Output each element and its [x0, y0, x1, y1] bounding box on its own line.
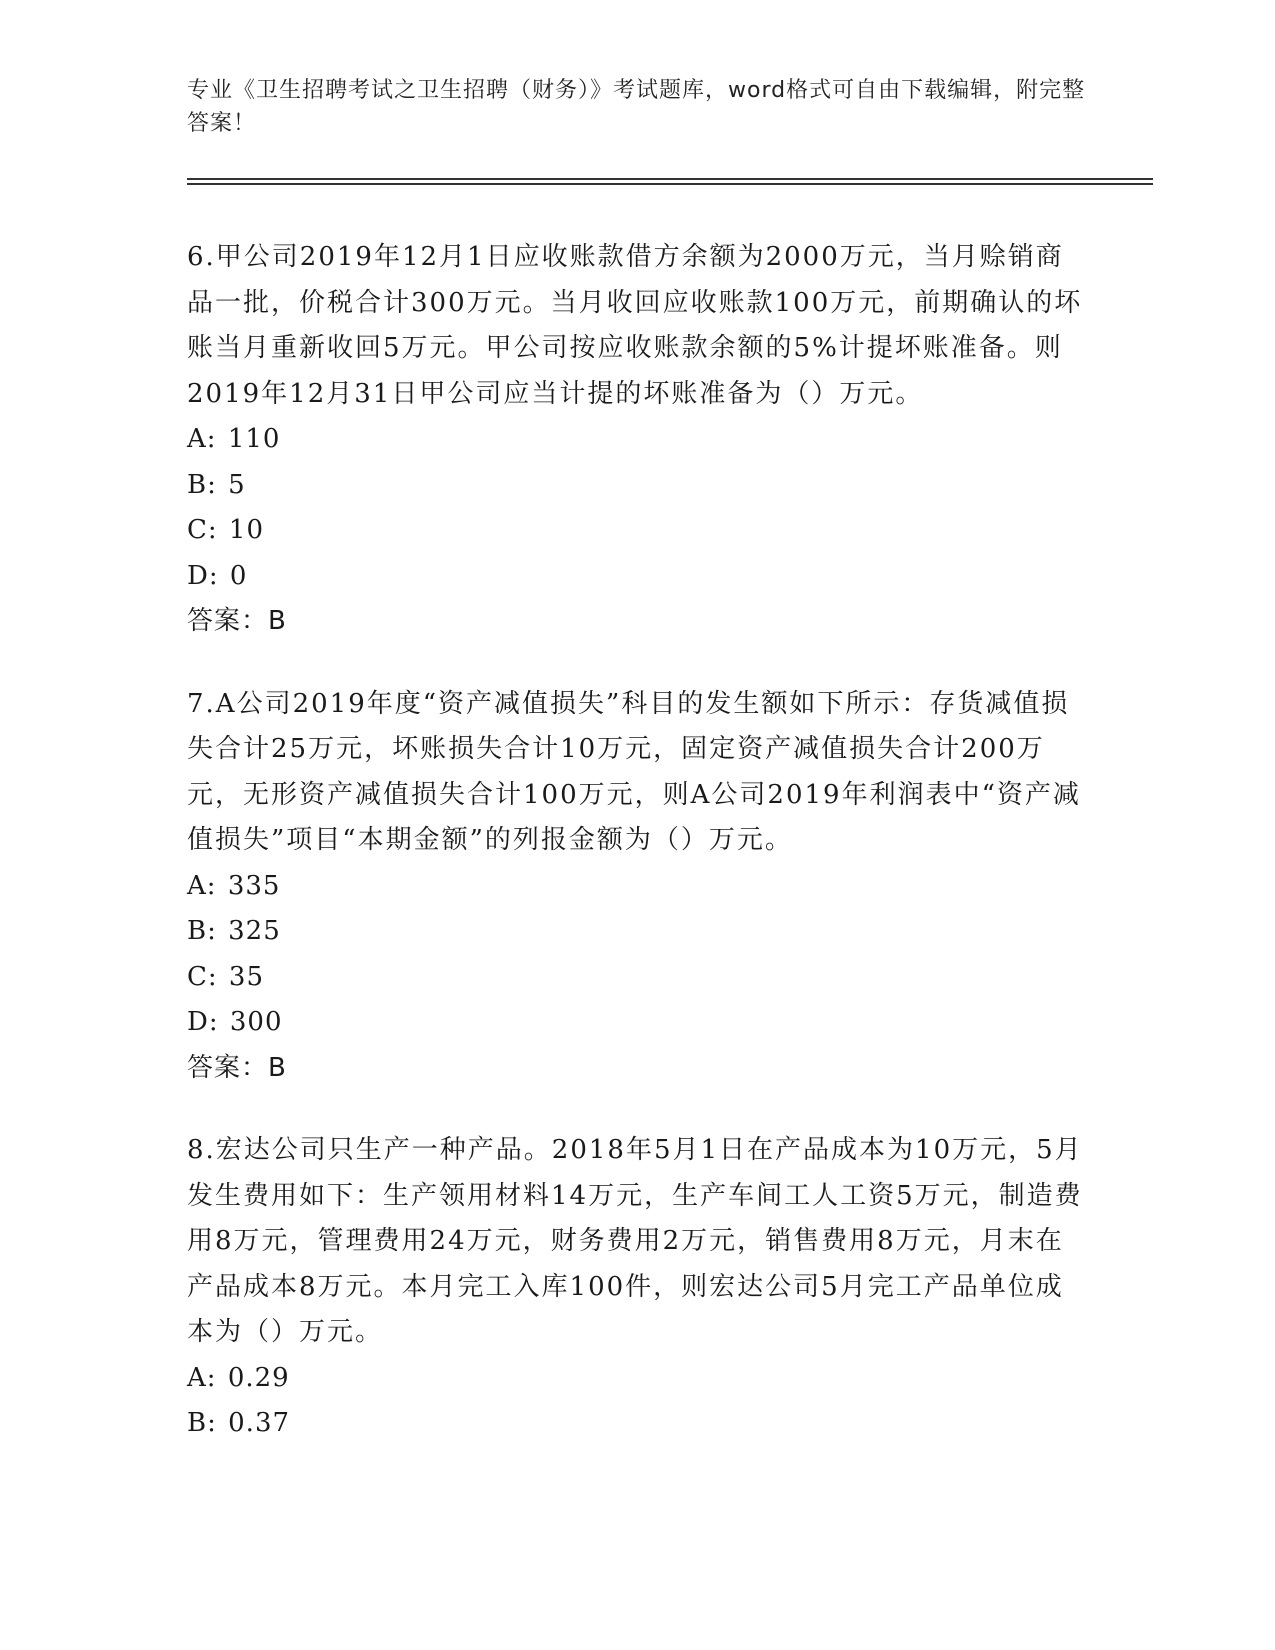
option-value: 0.29 — [227, 1362, 290, 1393]
option-letter: C: — [187, 961, 218, 992]
option-letter: A: — [187, 870, 217, 901]
question-6 — [187, 235, 1087, 645]
answer-line: 答案：B — [187, 1052, 287, 1083]
option-value: 0.37 — [228, 1408, 291, 1438]
option-a — [187, 1356, 1087, 1402]
option-value: 35 — [228, 961, 265, 992]
option-a — [187, 864, 1087, 910]
option-d — [187, 554, 1087, 600]
option-value: 300 — [229, 1007, 283, 1037]
question-stem: 8.宏达公司只生产一种产品。2018年5月1日在产品成本为10万元，5月发生费用如下：生产领用材料14万元，生产车间工人工资5万元，制造费用8万元，管理费用24万元，财务费用2万元，销售费用8万元，月末在产品成本8万元。本月完工入库100件，则宏达公司5月完工产品单位成本为（）万元。 — [187, 1135, 1083, 1347]
option-letter: A: — [187, 424, 217, 454]
option-a — [187, 417, 1087, 463]
option-letter: B: — [187, 916, 217, 946]
option-letter: D: — [187, 560, 219, 591]
option-value: 335 — [227, 870, 281, 901]
header-divider-top — [187, 178, 1153, 180]
question-list — [187, 235, 1087, 1484]
question-7 — [187, 682, 1087, 1092]
question-stem: 6.甲公司2019年12月1日应收账款借方余额为2000万元，当月赊销商品一批，价税合计300万元。当月收回应收账款100万元，前期确认的坏账当月重新收回5万元。甲公司按应收账款余额的5%计提坏账准备。则2019年12月31日甲公司应当计提的坏账准备为（）万元。 — [187, 242, 1083, 409]
option-c — [187, 955, 1087, 1001]
option-b — [187, 1401, 1087, 1447]
option-letter: C: — [187, 515, 218, 545]
document-header: 专业《卫生招聘考试之卫生招聘（财务）》考试题库，word格式可自由下载编辑，附完整答案！ — [187, 78, 1086, 136]
answer-line: 答案：B — [187, 606, 287, 636]
option-b — [187, 463, 1087, 509]
header-divider-bottom — [187, 183, 1153, 185]
option-d — [187, 1000, 1087, 1046]
option-value: 5 — [228, 469, 246, 500]
option-b — [187, 909, 1087, 955]
option-letter: D: — [187, 1007, 219, 1037]
option-letter: B: — [187, 469, 217, 500]
option-value: 0 — [229, 560, 248, 591]
question-stem: 7.A公司2019年度“资产减值损失”科目的发生额如下所示：存货减值损失合计25万元，坏账损失合计10万元，固定资产减值损失合计200万元，无形资产减值损失合计100万元，则A公司2019年利润表中“资产减值损失”项目“本期金额”的列报金额为（）万元。 — [187, 688, 1081, 855]
option-value: 110 — [227, 424, 281, 454]
option-value: 10 — [228, 515, 265, 545]
question-8 — [187, 1128, 1087, 1447]
option-letter: B: — [187, 1408, 217, 1438]
option-value: 325 — [228, 916, 281, 946]
option-letter: A: — [187, 1362, 217, 1393]
option-c — [187, 508, 1087, 554]
